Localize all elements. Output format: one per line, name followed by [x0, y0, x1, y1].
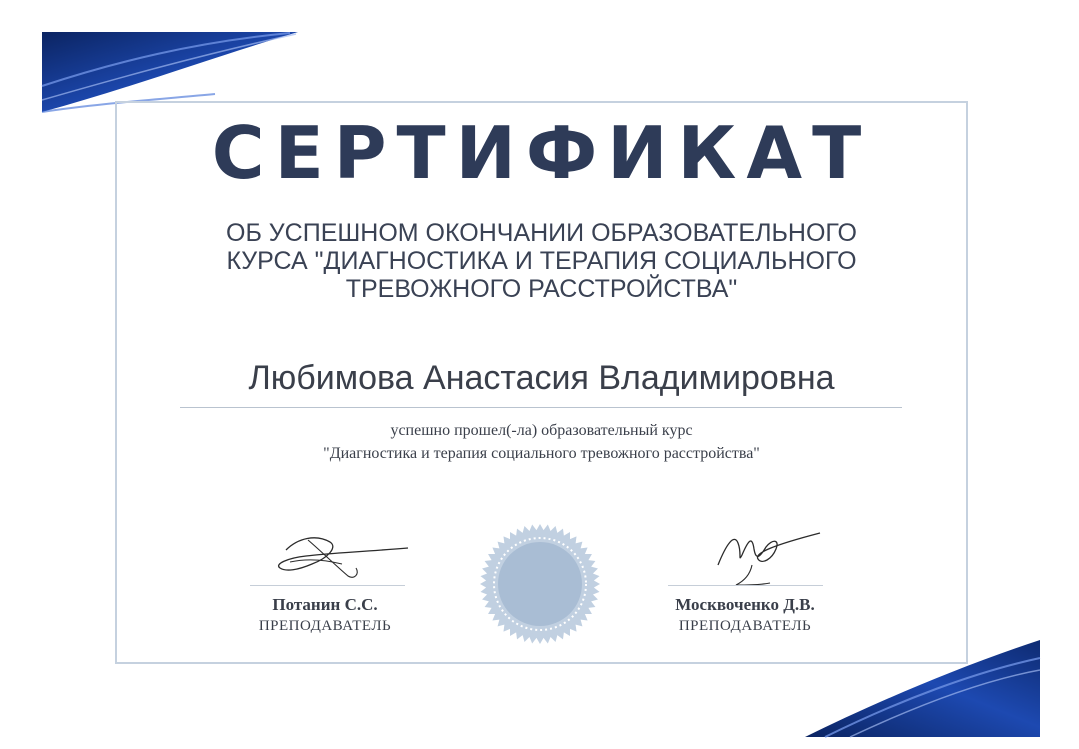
signature-icon	[268, 528, 413, 583]
signer-name: Потанин С.С.	[272, 595, 378, 614]
completion-line: успешно прошел(-ла) образовательный курс	[390, 422, 693, 439]
signature-line	[668, 585, 823, 586]
signer-role: ПРЕПОДАВАТЕЛЬ	[678, 618, 812, 634]
subtitle-line: ОБ УСПЕШНОМ ОКОНЧАНИИ ОБРАЗОВАТЕЛЬНОГО	[226, 219, 857, 247]
certificate-title: СЕРТИФИКАТ	[211, 111, 872, 195]
course-subtitle	[115, 219, 968, 303]
recipient-name: Любимова Анастасия Владимировна	[248, 359, 835, 397]
subtitle-line: ТРЕВОЖНОГО РАССТРОЙСТВА"	[345, 275, 738, 303]
completion-line: "Диагностика и терапия социального тревожного расстройства"	[323, 445, 760, 462]
subtitle-line: КУРСА "ДИАГНОСТИКА И ТЕРАПИЯ СОЦИАЛЬНОГО	[226, 247, 857, 275]
signer-role: ПРЕПОДАВАТЕЛЬ	[258, 618, 392, 634]
signature-line	[250, 585, 405, 586]
signature-icon	[708, 515, 828, 590]
signer-name: Москвоченко Д.В.	[675, 595, 815, 614]
seal-icon	[478, 522, 602, 646]
recipient-underline	[180, 407, 902, 408]
completion-statement	[115, 419, 968, 465]
